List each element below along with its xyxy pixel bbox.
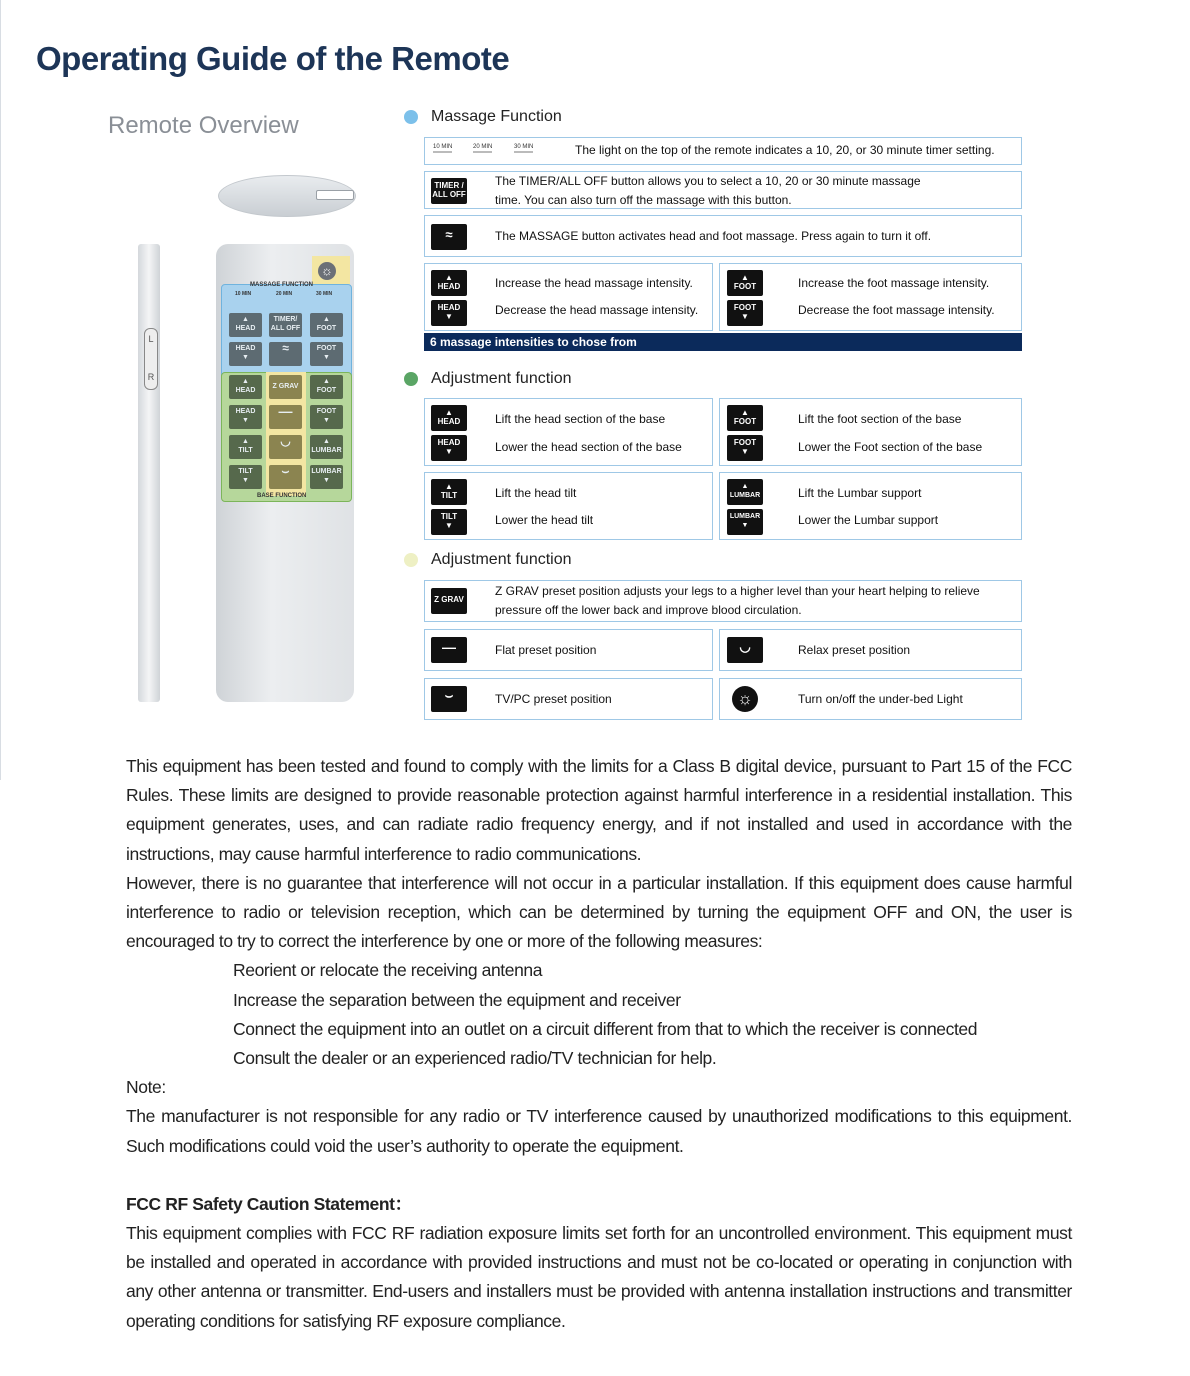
adjust2-section-heading: Adjustment function: [431, 551, 572, 568]
fcc-measure-1: Reorient or relocate the receiving antenna: [233, 960, 543, 981]
massage-button-desc: The MASSAGE button activates head and foot massage. Press again to turn it off.: [495, 229, 932, 243]
remote-timer-30: 30 MIN: [316, 291, 333, 297]
page-title: Operating Guide of the Remote: [36, 40, 510, 77]
switch-right-label: R: [147, 372, 155, 382]
light-icon: ☼: [732, 686, 758, 712]
tvpc-row: [424, 678, 713, 720]
adjust1-section-dot: [404, 372, 418, 386]
tilt-box: [424, 472, 713, 540]
base-head-down-icon: HEAD ▼: [431, 435, 467, 461]
tilt-down-desc: Lower the head tilt: [495, 513, 594, 527]
timer-label-10: 10 MIN: [433, 144, 452, 153]
base-head-box: [424, 398, 713, 466]
remote-lumbar-down-button: LUMBAR ▼: [310, 465, 343, 489]
base-foot-down-desc: Lower the Foot section of the base: [798, 440, 983, 454]
flat-icon: —: [431, 637, 467, 663]
timer-light-row: [424, 137, 1022, 165]
head-massage-down-desc: Decrease the head massage intensity.: [495, 303, 699, 317]
relax-desc: Relax preset position: [798, 643, 911, 657]
massage-icon: ≈: [282, 341, 289, 355]
remote-foot-massage-down-button: FOOT ▼: [310, 342, 343, 366]
fcc-note-label: Note:: [126, 1077, 166, 1098]
remote-head-massage-down-button: HEAD ▼: [229, 342, 262, 366]
remote-timer-20: 20 MIN: [276, 291, 293, 297]
timer-button-row: [424, 171, 1022, 209]
adjust1-section-heading: Adjustment function: [431, 370, 572, 387]
left-margin-rule: [0, 0, 1, 780]
fcc-statement: [126, 752, 1072, 1336]
remote-timer-10: 10 MIN: [235, 291, 252, 297]
head-massage-down-icon: HEAD ▼: [431, 300, 467, 326]
lumbar-down-icon: LUMBAR ▼: [727, 509, 763, 535]
remote-base-foot-up-button: ▲ FOOT: [310, 375, 343, 399]
remote-tilt-down-button: TILT ▼: [229, 465, 262, 489]
foot-massage-down-desc: Decrease the foot massage intensity.: [798, 303, 995, 317]
fcc-note-text: The manufacturer is not responsible for any radio or TV interference caused by unauthorized modifications to this equipment. Such modifications could void the user’s authority to operate the equipment.: [126, 1106, 1072, 1156]
intensity-banner: 6 massage intensities to chose from: [424, 333, 1022, 351]
head-massage-up-desc: Increase the head massage intensity.: [495, 276, 693, 290]
fcc-measure-2: Increase the separation between the equipment and receiver: [233, 989, 681, 1010]
remote-top-slot: [316, 190, 354, 200]
foot-massage-up-desc: Increase the foot massage intensity.: [798, 276, 990, 290]
zgrav-desc: Z GRAV preset position adjusts your legs to a higher level than your heart helping to relieve pressure off the lower back and improve blood circulation.: [495, 584, 980, 617]
timer-light-desc: The light on the top of the remote indicates a 10, 20, or 30 minute timer setting.: [575, 143, 995, 157]
timer-label-30: 30 MIN: [514, 144, 533, 153]
base-head-down-desc: Lower the head section of the base: [495, 440, 682, 454]
relax-row: [719, 629, 1022, 671]
tilt-down-icon: TILT ▼: [431, 509, 467, 535]
base-foot-up-icon: ▲ FOOT: [727, 405, 763, 431]
fcc-para-1: This equipment has been tested and found to comply with the limits for a Class B digital device, pursuant to Part 15 of the FCC Rules. These limits are designed to provide reasonable protection against harmful interference in a residential installation. This equipment generates, uses, and can radiate radio frequency energy, and if not installed and used in accordance with the instructions, may cause harmful interference to radio communications.: [126, 756, 1072, 864]
remote-massage-function-label: MASSAGE FUNCTION: [250, 282, 313, 288]
tvpc-icon: ⌣: [281, 464, 290, 478]
base-foot-box: [719, 398, 1022, 466]
relax-icon: ◡: [280, 434, 291, 448]
foot-massage-box: [719, 263, 1022, 331]
timer-all-off-icon: TIMER / ALL OFF: [431, 178, 467, 204]
remote-timer-button: TIMER/ ALL OFF: [269, 313, 302, 337]
base-head-up-desc: Lift the head section of the base: [495, 412, 666, 426]
remote-foot-massage-up-button: ▲ FOOT: [310, 313, 343, 337]
remote-side-view: [138, 244, 160, 702]
switch-left-label: L: [148, 334, 154, 344]
fcc-measure-3: Connect the equipment into an outlet on a circuit different from that to which the receiver is connected: [233, 1018, 978, 1039]
tilt-up-icon: ▲ TILT: [431, 479, 467, 505]
remote-flat-button: [269, 405, 302, 429]
remote-tvpc-button: [269, 465, 302, 489]
remote-relax-button: [269, 435, 302, 459]
remote-overview-heading: Remote Overview: [108, 112, 299, 139]
light-icon: ☼: [318, 262, 336, 280]
base-foot-down-icon: FOOT ▼: [727, 435, 763, 461]
head-massage-up-icon: ▲ HEAD: [431, 270, 467, 296]
lr-switch: [144, 328, 158, 390]
remote-base-function-label: BASE FUNCTION: [257, 493, 307, 499]
lumbar-up-icon: ▲ LUMBAR: [727, 479, 763, 505]
remote-base-head-up-button: ▲ HEAD: [229, 375, 262, 399]
flat-icon: —: [278, 403, 293, 419]
foot-massage-down-icon: FOOT ▼: [727, 300, 763, 326]
flat-desc: Flat preset position: [495, 643, 597, 657]
tilt-up-desc: Lift the head tilt: [495, 486, 577, 500]
fcc-measure-4: Consult the dealer or an experienced radio/TV technician for help.: [233, 1048, 717, 1069]
lumbar-down-desc: Lower the Lumbar support: [798, 513, 939, 527]
light-row: [719, 678, 1022, 720]
massage-section-dot: [404, 110, 418, 124]
relax-icon: ◡: [727, 637, 763, 663]
fcc-rf-heading: FCC RF Safety Caution Statement：: [126, 1193, 412, 1214]
remote-lumbar-up-button: ▲ LUMBAR: [310, 435, 343, 459]
remote-base-head-down-button: HEAD ▼: [229, 405, 262, 429]
remote-zgrav-button: Z GRAV: [269, 375, 302, 399]
base-foot-up-desc: Lift the foot section of the base: [798, 412, 962, 426]
remote-head-massage-up-button: ▲ HEAD: [229, 313, 262, 337]
light-desc: Turn on/off the under-bed Light: [798, 692, 963, 706]
foot-massage-up-icon: ▲ FOOT: [727, 270, 763, 296]
remote-massage-button: [269, 342, 302, 366]
adjust2-section-dot: [404, 553, 418, 567]
lumbar-box: [719, 472, 1022, 540]
remote-base-foot-down-button: FOOT ▼: [310, 405, 343, 429]
timer-label-20: 20 MIN: [473, 144, 492, 153]
massage-button-row: [424, 215, 1022, 257]
head-massage-box: [424, 263, 713, 331]
zgrav-row: [424, 580, 1022, 622]
massage-wave-icon: ≈: [431, 224, 467, 250]
fcc-rf-text: This equipment complies with FCC RF radiation exposure limits set forth for an uncontrolled environment. This equipment must be installed and operated in accordance with provided instructions and must not be co-located or operating in conjunction with any other antenna or transmitter. End-users and installers must be provided with antenna installation instructions and transmitter operating conditions for satisfying RF exposure compliance.: [126, 1223, 1072, 1331]
massage-section-heading: Massage Function: [431, 108, 562, 125]
remote-tilt-up-button: ▲ TILT: [229, 435, 262, 459]
fcc-para-2: However, there is no guarantee that interference will not occur in a particular installation. If this equipment does cause harmful interference to radio or television reception, which can be determined by turning the equipment OFF and ON, the user is encouraged to try to correct the interference by one or more of the following measures:: [126, 872, 1072, 952]
flat-row: [424, 629, 713, 671]
tvpc-desc: TV/PC preset position: [495, 692, 612, 706]
timer-button-desc: The TIMER/ALL OFF button allows you to select a 10, 20 or 30 minute massage time. You can also turn off the massage with this button.: [495, 174, 921, 207]
zgrav-icon: Z GRAV: [431, 588, 467, 614]
base-head-up-icon: ▲ HEAD: [431, 405, 467, 431]
tvpc-icon: ⌣: [431, 686, 467, 712]
lumbar-up-desc: Lift the Lumbar support: [798, 486, 922, 500]
